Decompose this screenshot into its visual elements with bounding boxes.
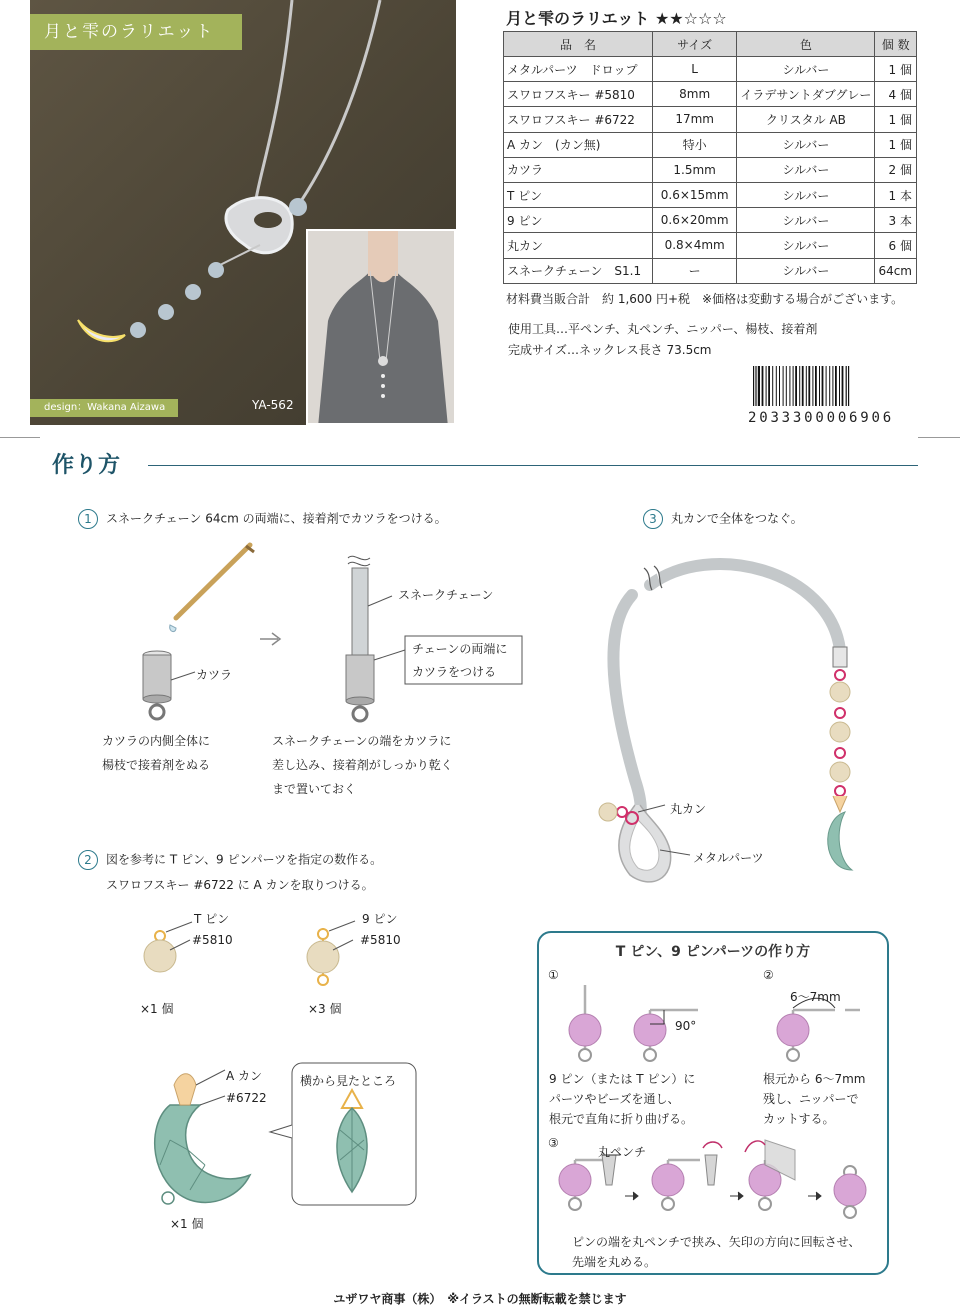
cell-size: 8mm	[652, 82, 736, 107]
cell-color: シルバー	[737, 233, 875, 258]
cell-color: クリスタル AB	[737, 107, 875, 132]
angle-label: 90°	[675, 1019, 697, 1033]
cell-name: カツラ	[504, 157, 653, 182]
barcode-number: 2033300006906	[748, 410, 894, 426]
col-size: サイズ	[652, 32, 736, 57]
cell-name: スワロフスキー #5810	[504, 82, 653, 107]
barcode-bar	[779, 366, 780, 406]
tbox-cap2c: カットする。	[763, 1112, 835, 1126]
tbox-step1-num: ①	[548, 968, 559, 982]
table-row	[504, 233, 917, 258]
barcode-bar	[776, 366, 777, 406]
cell-color: シルバー	[737, 57, 875, 82]
step-number: 3	[643, 509, 663, 529]
barcode-bar	[846, 366, 847, 406]
barcode-bar	[799, 366, 800, 406]
cell-qty: 2 個	[875, 157, 917, 182]
step-number: 1	[78, 509, 98, 529]
cell-color: シルバー	[737, 258, 875, 283]
cell-size: 0.6×15mm	[652, 182, 736, 207]
difficulty-stars: ★★☆☆☆	[654, 9, 727, 28]
tbox-cap3b: 先端を丸める。	[572, 1255, 657, 1269]
cut-length-label: 6〜7mm	[790, 990, 841, 1004]
label-bead-5810-b: #5810	[360, 933, 401, 947]
count-9pin: ×3 個	[308, 1002, 342, 1016]
label-ring: 丸カン	[670, 802, 707, 816]
step2-illustration	[130, 910, 450, 1230]
tools-note: 使用工具…平ペンチ、丸ペンチ、ニッパー、楊枝、接着剤	[508, 322, 818, 336]
cell-qty: 4 個	[875, 82, 917, 107]
caption-right-3: まで置いておく	[272, 782, 357, 796]
tbox-cap2b: 残し、ニッパーで	[763, 1092, 859, 1106]
table-row	[504, 57, 917, 82]
caption-left-1: カツラの内側全体に	[102, 734, 211, 748]
label-9pin: 9 ピン	[362, 912, 398, 926]
barcode-bar	[815, 366, 817, 406]
cell-color: イラデサントダブグレー	[737, 82, 875, 107]
barcode-bar	[832, 366, 833, 406]
model-photo	[306, 229, 456, 425]
step1-heading	[78, 509, 447, 529]
label-side-view: 横から見たところ	[300, 1074, 397, 1088]
cell-color: シルバー	[737, 182, 875, 207]
barcode-bar	[826, 366, 827, 406]
tbox-cap1a: 9 ピン（または T ピン）に	[549, 1072, 696, 1086]
cell-name: T ピン	[504, 182, 653, 207]
barcode-bar	[808, 366, 810, 406]
caption-left-2: 楊枝で接着剤をぬる	[102, 758, 211, 772]
divider-right	[918, 437, 960, 438]
label-acan: A カン	[226, 1069, 263, 1083]
barcode-bar	[819, 366, 820, 406]
step2-text1: 図を参考に T ピン、9 ピンパーツを指定の数作る。	[106, 852, 383, 867]
tbox-cap1b: パーツやビーズを通し、	[549, 1092, 680, 1106]
howto-rule	[148, 465, 918, 466]
label-katsura: カツラ	[196, 668, 233, 682]
footer-notice: ユザワヤ商事（株） ※イラストの無断転載を禁じます	[333, 1292, 627, 1306]
tbox-step3-num: ③	[548, 1136, 559, 1150]
divider-left	[0, 437, 40, 438]
tbox-step2-num: ②	[763, 968, 774, 982]
cell-qty: 1 本	[875, 182, 917, 207]
photo-title-tag: 月と雫のラリエット	[30, 14, 242, 50]
step1-illustration	[140, 540, 540, 725]
table-row	[504, 157, 917, 182]
cell-name: メタルパーツ ドロップ	[504, 57, 653, 82]
step2-heading	[78, 850, 382, 870]
product-name: 月と雫のラリエット	[506, 9, 650, 28]
cost-note: 材料費当販合計 約 1,600 円+税 ※価格は変動する場合がございます。	[506, 292, 904, 306]
tbox-cap1c: 根元で直角に折り曲げる。	[549, 1112, 694, 1126]
table-header-row	[504, 32, 917, 57]
step3-heading	[643, 509, 803, 529]
cell-size: L	[652, 57, 736, 82]
round-plier-label: 丸ペンチ	[598, 1145, 647, 1159]
cell-size: 0.6×20mm	[652, 208, 736, 233]
tbox-cap2a: 根元から 6〜7mm	[763, 1072, 866, 1086]
barcode-bar	[842, 366, 844, 406]
count-tpin: ×1 個	[140, 1002, 174, 1016]
barcode-bar	[762, 366, 764, 406]
barcode-bar	[786, 366, 787, 406]
cell-name: スワロフスキー #6722	[504, 107, 653, 132]
table-row	[504, 132, 917, 157]
label-bead-5810-a: #5810	[192, 933, 233, 947]
cell-size: 1.5mm	[652, 157, 736, 182]
step3-illustration	[590, 550, 890, 880]
cell-name: 9 ピン	[504, 208, 653, 233]
step2-text2: スワロフスキー #6722 に A カンを取りつける。	[106, 878, 374, 892]
cell-name: 丸カン	[504, 233, 653, 258]
barcode-bar	[772, 366, 773, 406]
barcode-bar	[806, 366, 807, 406]
barcode-bar	[848, 366, 849, 406]
count-moon: ×1 個	[170, 1217, 204, 1231]
cell-size: ー	[652, 258, 736, 283]
col-qty: 個 数	[875, 32, 917, 57]
cell-qty: 3 本	[875, 208, 917, 233]
step1-text: スネークチェーン 64cm の両端に、接着剤でカツラをつける。	[106, 511, 447, 526]
barcode-bar	[793, 366, 794, 406]
barcode-bar	[812, 366, 813, 406]
step3-text: 丸カンで全体をつなぐ。	[671, 511, 803, 526]
table-row	[504, 107, 917, 132]
cell-size: 0.8×4mm	[652, 233, 736, 258]
product-title	[506, 6, 727, 29]
barcode-bar	[758, 366, 760, 406]
barcode-bar	[822, 366, 824, 406]
col-name: 品 名	[504, 32, 653, 57]
cell-qty: 1 個	[875, 57, 917, 82]
howto-title: 作り方	[52, 453, 122, 478]
barcode-bar	[802, 366, 804, 406]
product-code: YA-562	[252, 398, 294, 412]
table-row	[504, 182, 917, 207]
cell-color: シルバー	[737, 157, 875, 182]
barcode-bar	[766, 366, 767, 406]
barcode-bar	[829, 366, 830, 406]
barcode-bar	[753, 366, 754, 406]
label-moon-6722: #6722	[226, 1091, 267, 1105]
barcode-bar	[795, 366, 797, 406]
cell-color: シルバー	[737, 132, 875, 157]
caption-right-1: スネークチェーンの端をカツラに	[272, 734, 452, 748]
cell-name: スネークチェーン S1.1	[504, 258, 653, 283]
table-row	[504, 208, 917, 233]
callout-line2: カツラをつける	[412, 665, 497, 679]
barcode-bar	[755, 366, 756, 406]
col-color: 色	[737, 32, 875, 57]
barcode-bar	[839, 366, 840, 406]
table-row	[504, 258, 917, 283]
cell-qty: 64cm	[875, 258, 917, 283]
size-note: 完成サイズ…ネックレス長さ 73.5cm	[508, 343, 712, 357]
cell-qty: 6 個	[875, 233, 917, 258]
caption-right-2: 差し込み、接着剤がしっかり乾く	[272, 758, 453, 772]
callout-line1: チェーンの両端に	[412, 642, 508, 656]
label-metal-parts: メタルパーツ	[693, 851, 764, 865]
designer-credit: design：Wakana Aizawa	[30, 399, 178, 417]
pin-instructions-title: T ピン、9 ピンパーツの作り方	[615, 944, 811, 960]
cell-size: 17mm	[652, 107, 736, 132]
label-snake-chain: スネークチェーン	[398, 588, 494, 602]
cell-size: 特小	[652, 132, 736, 157]
barcode-bar	[768, 366, 770, 406]
cell-name: A カン (カン無)	[504, 132, 653, 157]
barcode-bar	[783, 366, 784, 406]
tbox-cap3a: ピンの端を丸ペンチで挟み、矢印の方向に回転させ、	[572, 1235, 861, 1249]
table-row	[504, 82, 917, 107]
label-tpin: T ピン	[194, 912, 230, 926]
step-number: 2	[78, 850, 98, 870]
barcode-bar	[789, 366, 790, 406]
cell-qty: 1 個	[875, 132, 917, 157]
cell-color: シルバー	[737, 208, 875, 233]
materials-table	[503, 31, 917, 284]
cell-qty: 1 個	[875, 107, 917, 132]
barcode-bar	[835, 366, 837, 406]
barcode	[749, 366, 909, 410]
